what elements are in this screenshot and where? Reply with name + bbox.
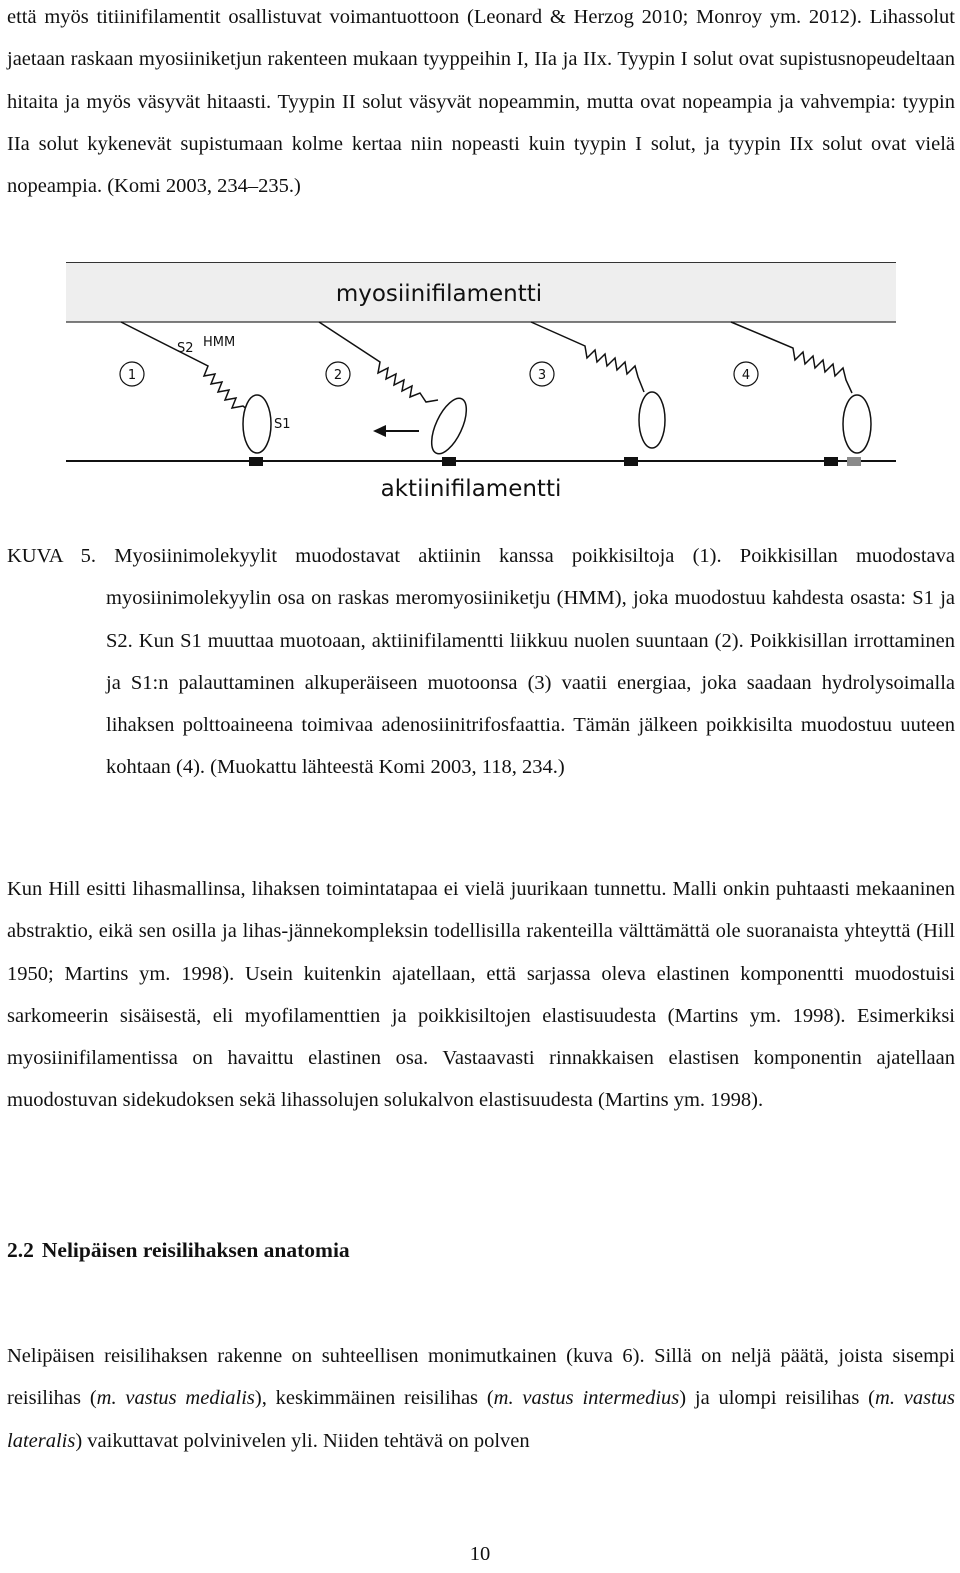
- step-marker-1: [120, 362, 144, 386]
- actin-filament-label: aktiinifilamentti: [380, 476, 562, 502]
- svg-text:1: 1: [127, 368, 137, 383]
- step-marker-3: [530, 362, 554, 386]
- latin-muscle-name: m. vastus intermedius: [493, 1387, 680, 1410]
- svg-text:2: 2: [333, 368, 343, 383]
- latin-muscle-name: m. vastus lateralis: [7, 1387, 955, 1452]
- paragraph-text: ), keskimmäinen reisilihas (: [254, 1387, 494, 1410]
- crossbridge-diagram: [66, 262, 896, 502]
- s1-label: S1: [274, 417, 291, 432]
- crossbridge-3: [531, 322, 665, 448]
- s1-head-4: [843, 395, 871, 453]
- s1-head-2: [425, 393, 474, 458]
- svg-text:3: 3: [537, 368, 547, 383]
- section-title: Nelipäisen reisilihaksen anatomia: [41, 1238, 350, 1262]
- crossbridge-2: [319, 322, 473, 459]
- figure-caption: [7, 535, 955, 789]
- s1-head-3: [639, 392, 665, 448]
- caption-label: KUVA 5.: [7, 545, 97, 567]
- s2-label: S2: [177, 341, 194, 356]
- s1-head-1: [243, 395, 271, 453]
- crossbridge-4: [731, 322, 871, 453]
- hmm-label: HMM: [203, 335, 236, 350]
- caption-text: Myosiinimolekyylit muodostavat aktiinin kanssa poikkisiltoja (1). Poikkisillan muodostava myosiinimolekyylin osa on raskas meromyosiiniketju (HMM), joka muodostuu kahdesta osasta: S1 ja S2. Kun S1 muuttaa muotoaan, aktiinifilamentti liikkuu nuolen suuntaan (2). Poikkisillan irrottaminen ja S1:n palauttaminen alkuperäiseen muotoonsa (3) vaatii energiaa, joka saadaan hydrolysoimalla lihaksen polttoaineena toimivaa adenosiinitrifosfaattia. Tämän jälkeen poikkisilta muodostuu uuteen kohtaan (4). (Muokattu lähteestä Komi 2003, 118, 234.): [106, 545, 956, 779]
- svg-text:4: 4: [741, 368, 751, 383]
- paragraph-quadriceps: [7, 1335, 955, 1462]
- paragraph-hill-model: Kun Hill esitti lihasmallinsa, lihaksen toimintatapaa ei vielä juurikaan tunnettu. Malli onkin puhtaasti mekaaninen abstraktio, eikä sen osilla ja lihas-jännekompleksin todellisilla rakenteilla välttämättä ole suoranaista yhteyttä (Hill 1950; Martins ym. 1998). Usein kuitenkin ajatellaan, että sarjassa oleva elastinen komponentti muodostuisi sarkomeerin sisäisestä, eli myofilamenttien ja poikkisiltojen elastisuudesta (Martins ym. 1998). Esimerkiksi myosiinifilamentissa on havaittu elastinen osa. Vastaavasti rinnakkaisen elastisen komponentin ajatellaan muodostuvan sidekudoksen sekä lihassolujen solukalvon elastisuudesta (Martins ym. 1998).: [7, 878, 955, 1112]
- step-marker-2: [326, 362, 350, 386]
- direction-arrow-icon: [373, 425, 419, 437]
- binding-site: [824, 457, 838, 466]
- section-heading: [7, 1238, 350, 1263]
- step-marker-4: [734, 362, 758, 386]
- binding-site: [442, 457, 456, 466]
- binding-site: [249, 457, 263, 466]
- paragraph-muscle-fiber-types: että myös titiinifilamentit osallistuvat voimantuottoon (Leonard & Herzog 2010; Monroy ym. 2012). Lihassolut jaetaan raskaan myosiiniketjun rakenteen mukaan tyyppeihin I, IIa ja IIx. Tyypin I solut ovat supistusnopeudeltaan hitaita ja myös väsyvät hitaasti. Tyypin II solut väsyvät nopeammin, mutta ovat nopeampia ja vahvempia: tyypin IIa solut kykenevät supistumaan kolme kertaa niin nopeasti kuin tyypin I solut, ja tyypin IIx solut ovat vielä nopeampia. (Komi 2003, 234–235.): [7, 6, 955, 198]
- paragraph-text: ) ja ulompi reisilihas (: [679, 1387, 876, 1410]
- binding-site: [624, 457, 638, 466]
- crossbridge-1: [121, 322, 271, 453]
- section-number: 2.2: [7, 1238, 34, 1262]
- myosin-filament-label: myosiinifilamentti: [335, 281, 543, 307]
- crossbridge-cycle-figure: [66, 262, 896, 502]
- page-number: 10: [469, 1543, 491, 1565]
- latin-muscle-name: m. vastus medialis: [96, 1387, 255, 1410]
- paragraph-text: ) vaikuttavat polvinivelen yli. Niiden tehtävä on polven: [75, 1429, 530, 1452]
- paragraph-text: Nelipäisen reisilihaksen rakenne on suhteellisen monimutkainen (kuva 6). Sillä on neljä päätä, joista sisempi reisilihas (: [7, 1345, 955, 1410]
- binding-site-used: [847, 457, 861, 466]
